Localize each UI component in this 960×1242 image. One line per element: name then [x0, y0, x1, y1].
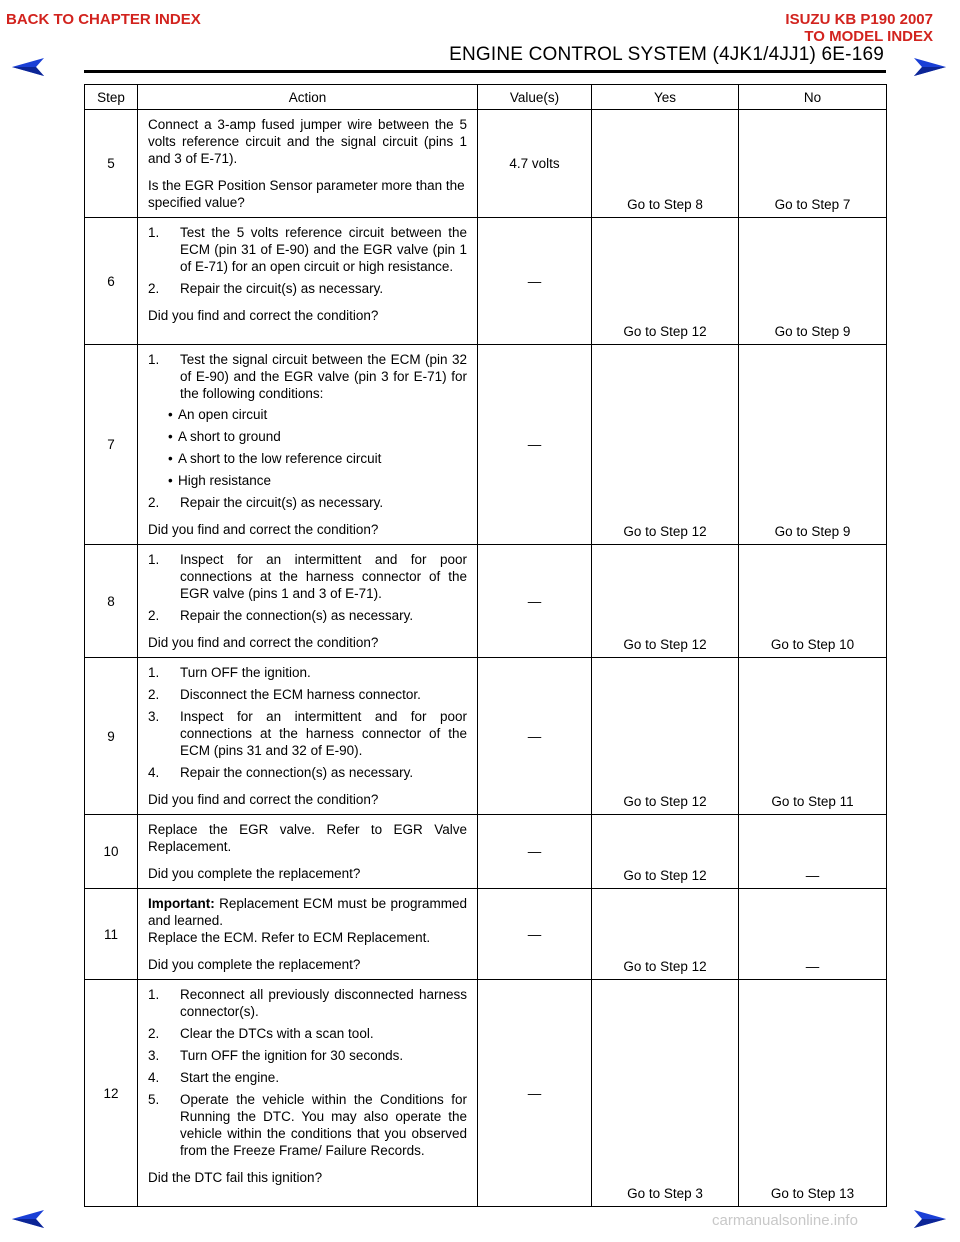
step-number: 6	[85, 218, 138, 345]
action-list	[148, 351, 467, 511]
list-item: 2. Repair the circuit(s) as necessary.	[148, 495, 384, 510]
step-number: 9	[85, 658, 138, 815]
action-list	[148, 551, 467, 624]
action-question: Did you complete the replacement?	[148, 866, 361, 881]
value-cell: —	[478, 545, 592, 658]
list-item: 3. Turn OFF the ignition for 30 seconds.	[148, 1048, 404, 1063]
action-cell	[138, 815, 478, 889]
list-item: 3. Inspect for an intermittent and for poor connections at the harness connector of the ECM (pins 31 and 32 of E-90).	[148, 709, 467, 758]
page-title: ENGINE CONTROL SYSTEM (4JK1/4JJ1) 6E-169	[449, 44, 884, 65]
action-text: Replace the ECM. Refer to ECM Replacement.	[148, 930, 431, 945]
yes-cell: Go to Step 12	[592, 889, 739, 980]
list-item: 1. Inspect for an intermittent and for poor connections at the harness connector of the EGR valve (pins 1 and 3 of E-71).	[148, 552, 467, 601]
yes-cell: Go to Step 8	[592, 110, 739, 218]
list-item: 1. Turn OFF the ignition.	[148, 665, 311, 680]
no-cell: —	[739, 815, 887, 889]
list-item: 4. Start the engine.	[148, 1070, 280, 1085]
no-cell: Go to Step 9	[739, 345, 887, 545]
list-item: 1. Test the 5 volts reference circuit between the ECM (pin 31 of E-90) and the EGR valve (pin 1 of E-71) for an open circuit or high resistance.	[148, 225, 467, 274]
action-cell	[138, 980, 478, 1207]
header-step: Step	[85, 85, 138, 110]
table-row	[85, 980, 887, 1207]
bullet-item: • High resistance	[148, 472, 467, 489]
important-text: Replacement ECM must be programmed and learned.	[148, 896, 467, 928]
list-item: 1. Reconnect all previously disconnected harness connector(s).	[148, 987, 467, 1019]
list-item: 2. Disconnect the ECM harness connector.	[148, 687, 421, 702]
bullet-item: • An open circuit	[148, 406, 467, 423]
back-to-chapter-index-link[interactable]: BACK TO CHAPTER INDEX	[6, 11, 201, 28]
list-item: 1. Test the signal circuit between the ECM (pin 32 of E-90) and the EGR valve (pin 3 for E-71) for the following conditions: • An open circuit • A short to ground • A short to the low reference circuit • High resistance	[148, 351, 467, 489]
step-number: 11	[85, 889, 138, 980]
watermark: carmanualsonline.info	[712, 1212, 858, 1229]
list-item: 4. Repair the connection(s) as necessary.	[148, 765, 414, 780]
condition-list	[148, 406, 467, 489]
previous-page-arrow-icon[interactable]	[10, 56, 46, 78]
no-cell: Go to Step 13	[739, 980, 887, 1207]
yes-cell: Go to Step 12	[592, 218, 739, 345]
action-text: Replace the EGR valve. Refer to EGR Valve Replacement.	[148, 822, 467, 854]
table-header-row	[85, 85, 887, 110]
important-note	[148, 895, 467, 929]
step-number: 5	[85, 110, 138, 218]
previous-page-arrow-icon[interactable]	[10, 1208, 46, 1230]
model-name: ISUZU KB P190 2007	[785, 11, 933, 28]
header-values: Value(s)	[478, 85, 592, 110]
model-header	[785, 11, 933, 45]
next-page-arrow-icon[interactable]	[912, 56, 948, 78]
action-cell	[138, 889, 478, 980]
no-cell: Go to Step 7	[739, 110, 887, 218]
yes-cell: Go to Step 12	[592, 345, 739, 545]
step-number: 8	[85, 545, 138, 658]
header-yes: Yes	[592, 85, 739, 110]
action-text: Connect a 3-amp fused jumper wire between the 5 volts reference circuit and the signal circuit (pins 1 and 3 of E-71).	[148, 117, 467, 166]
action-list	[148, 664, 467, 781]
list-item: 2. Clear the DTCs with a scan tool.	[148, 1026, 374, 1041]
header-action: Action	[138, 85, 478, 110]
table-row	[85, 345, 887, 545]
action-cell	[138, 110, 478, 218]
yes-cell: Go to Step 3	[592, 980, 739, 1207]
value-cell: —	[478, 889, 592, 980]
value-cell: —	[478, 345, 592, 545]
header-no: No	[739, 85, 887, 110]
action-question: Is the EGR Position Sensor parameter more than the specified value?	[148, 178, 465, 210]
table-row	[85, 545, 887, 658]
action-cell	[138, 345, 478, 545]
value-cell: —	[478, 658, 592, 815]
value-cell: —	[478, 980, 592, 1207]
value-cell: —	[478, 815, 592, 889]
title-divider	[84, 70, 886, 73]
yes-cell: Go to Step 12	[592, 545, 739, 658]
to-model-index-link[interactable]: TO MODEL INDEX	[804, 28, 933, 45]
value-cell: —	[478, 218, 592, 345]
yes-cell: Go to Step 12	[592, 815, 739, 889]
next-page-arrow-icon[interactable]	[912, 1208, 948, 1230]
action-cell	[138, 218, 478, 345]
list-item: 2. Repair the circuit(s) as necessary.	[148, 281, 384, 296]
no-cell: Go to Step 10	[739, 545, 887, 658]
table-row	[85, 218, 887, 345]
table-row	[85, 815, 887, 889]
no-cell: —	[739, 889, 887, 980]
step-number: 10	[85, 815, 138, 889]
action-question: Did you find and correct the condition?	[148, 635, 379, 650]
value-cell: 4.7 volts	[478, 110, 592, 218]
table-row	[85, 658, 887, 815]
step-number: 7	[85, 345, 138, 545]
bullet-item: • A short to ground	[148, 428, 467, 445]
action-question: Did you find and correct the condition?	[148, 308, 379, 323]
bullet-item: • A short to the low reference circuit	[148, 450, 467, 467]
diagnostic-table	[84, 84, 887, 1207]
action-question: Did you complete the replacement?	[148, 957, 361, 972]
action-question: Did the DTC fail this ignition?	[148, 1170, 323, 1185]
list-item: 5. Operate the vehicle within the Conditions for Running the DTC. You may also operate the vehicle within the conditions that you observed from the Freeze Frame/ Failure Records.	[148, 1092, 467, 1158]
no-cell: Go to Step 11	[739, 658, 887, 815]
step-number: 12	[85, 980, 138, 1207]
action-list	[148, 224, 467, 297]
important-label: Important:	[148, 896, 215, 911]
no-cell: Go to Step 9	[739, 218, 887, 345]
table-row	[85, 110, 887, 218]
table-row	[85, 889, 887, 980]
action-list	[148, 986, 467, 1159]
action-cell	[138, 545, 478, 658]
action-cell	[138, 658, 478, 815]
list-item: 2. Repair the connection(s) as necessary.	[148, 608, 414, 623]
yes-cell: Go to Step 12	[592, 658, 739, 815]
action-question: Did you find and correct the condition?	[148, 522, 379, 537]
action-question: Did you find and correct the condition?	[148, 792, 379, 807]
